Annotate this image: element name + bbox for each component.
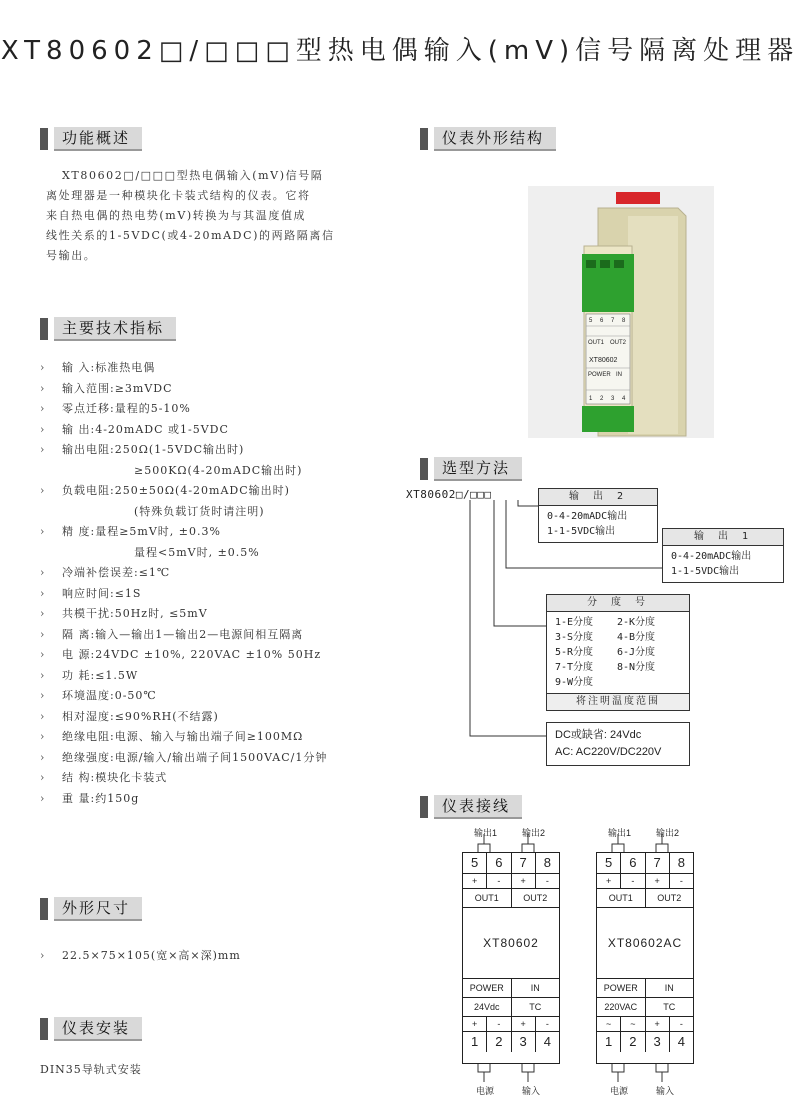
chevron-icon: › bbox=[40, 422, 46, 436]
spec-list bbox=[40, 358, 400, 809]
section-marker bbox=[420, 796, 428, 818]
section-wiring bbox=[420, 796, 522, 818]
power-row-cell: IN bbox=[530, 983, 540, 993]
install-text: DIN35导轨式安装 bbox=[40, 1063, 142, 1076]
chevron-icon: › bbox=[40, 627, 46, 641]
section-install-title: 仪表安装 bbox=[54, 1017, 142, 1041]
chevron-icon: › bbox=[40, 689, 46, 702]
power-row-cell: POWER bbox=[463, 979, 512, 997]
terminal-row-top bbox=[597, 853, 693, 874]
device-term-2: 2 bbox=[600, 396, 604, 402]
section-marker bbox=[40, 898, 48, 920]
spacer bbox=[40, 502, 62, 523]
section-dimensions-title: 外形尺寸 bbox=[54, 897, 142, 921]
supply-row-cell: TC bbox=[529, 1002, 542, 1012]
section-specs-title: 主要技术指标 bbox=[54, 317, 176, 341]
out2-box bbox=[538, 488, 658, 543]
spec-item bbox=[40, 563, 400, 584]
terminal-row-bottom bbox=[463, 1032, 559, 1052]
section-marker bbox=[420, 458, 428, 480]
spec-item bbox=[40, 399, 400, 420]
sign-row-bottom bbox=[463, 1017, 559, 1032]
spec-text: 输 入:标准热电偶 bbox=[62, 361, 156, 374]
out1-box bbox=[662, 528, 784, 583]
spec-text: 零点迁移:量程的5-10% bbox=[62, 402, 191, 415]
wiring-model: XT80602AC bbox=[597, 908, 693, 979]
spec-text: 输出电阻:250Ω(1-5VDC输出时) bbox=[62, 443, 245, 456]
chevron-icon: › bbox=[40, 750, 46, 764]
sign-row-bottom-cell: + bbox=[512, 1017, 536, 1031]
grade-box bbox=[546, 594, 690, 711]
grade-header: 分 度 号 bbox=[547, 595, 689, 612]
wiring-input-label: 电源 bbox=[476, 1086, 495, 1096]
terminal-row-bottom-cell: 2 bbox=[621, 1032, 645, 1052]
spec-item bbox=[40, 502, 400, 523]
spec-item bbox=[40, 768, 400, 789]
spec-item bbox=[40, 584, 400, 605]
spec-text: 重 量:约150g bbox=[62, 791, 140, 805]
device-term-8: 8 bbox=[622, 318, 626, 324]
terminal-row-bottom-cell: 3 bbox=[512, 1032, 536, 1052]
sign-row-top-cell: - bbox=[545, 876, 549, 886]
chevron-icon: › bbox=[40, 566, 46, 579]
section-dimensions bbox=[40, 898, 142, 920]
power-box bbox=[546, 722, 690, 766]
spec-item bbox=[40, 379, 400, 400]
spec-text: 量程<5mV时, ±0.5% bbox=[134, 545, 260, 559]
spec-item bbox=[40, 645, 400, 666]
device-term-1: 1 bbox=[589, 396, 593, 402]
spec-item bbox=[40, 686, 400, 707]
out2-header: 输 出 2 bbox=[539, 489, 657, 506]
sign-row-top-cell: - bbox=[487, 874, 511, 888]
section-structure bbox=[420, 128, 556, 150]
chevron-icon: › bbox=[40, 381, 46, 395]
grade-item: 6-J分度 bbox=[617, 647, 656, 658]
overview-line: XT80602□/□□□型热电偶输入(mV)信号隔 bbox=[62, 169, 324, 182]
grade-item: 3-S分度 bbox=[555, 632, 594, 643]
terminal-row-top-cell: 8 bbox=[677, 855, 685, 870]
terminal-row-top-cell: 7 bbox=[512, 853, 536, 873]
terminal-row-bottom-cell: 2 bbox=[487, 1032, 511, 1052]
device-term-4: 4 bbox=[622, 396, 626, 402]
wiring-output-label: 输出2 bbox=[656, 828, 680, 838]
power-line: AC: AC220V/DC220V bbox=[555, 746, 662, 758]
dimensions-text: 22.5×75×105(宽×高×深)mm bbox=[62, 949, 241, 962]
device-out1: OUT1 bbox=[588, 340, 605, 346]
wiring-module bbox=[596, 852, 694, 1064]
device-out2: OUT2 bbox=[610, 340, 627, 346]
chevron-icon: › bbox=[40, 525, 46, 538]
out1-header: 输 出 1 bbox=[663, 529, 783, 546]
spec-text: 绝缘电阻:电源、输入与输出端子间≥100MΩ bbox=[62, 730, 304, 743]
dimensions-row bbox=[40, 946, 241, 967]
sign-row-bottom-cell: ~ bbox=[597, 1017, 621, 1031]
wiring-model: XT80602 bbox=[463, 908, 559, 979]
sign-row-top-cell: - bbox=[621, 874, 645, 888]
spec-text: 隔 离:输入—输出1—输出2—电源间相互隔离 bbox=[62, 627, 304, 641]
spec-item bbox=[40, 358, 400, 379]
output-row-cell: OUT2 bbox=[657, 893, 682, 903]
spec-item bbox=[40, 481, 400, 502]
sign-row-top bbox=[597, 874, 693, 889]
terminal-row-bottom-cell: 3 bbox=[646, 1032, 670, 1052]
chevron-icon: › bbox=[40, 730, 46, 743]
spec-text: 电 源:24VDC ±10%, 220VAC ±10% 50Hz bbox=[62, 648, 322, 661]
power-row bbox=[463, 979, 559, 998]
spec-text: 环境温度:0-50℃ bbox=[62, 689, 157, 702]
spec-item bbox=[40, 420, 400, 441]
grade-item: 4-B分度 bbox=[617, 632, 656, 643]
device-term-6: 6 bbox=[600, 318, 604, 324]
section-install bbox=[40, 1018, 142, 1040]
spacer bbox=[40, 461, 62, 482]
sign-row-top-cell: - bbox=[679, 876, 683, 886]
sign-row-top-cell: + bbox=[646, 874, 670, 888]
selection-code: XT80602□/□□□ bbox=[406, 488, 492, 501]
supply-row-cell: 24Vdc bbox=[463, 998, 512, 1016]
spec-text: 共模干扰:50Hz时, ≤5mV bbox=[62, 607, 208, 620]
section-selection-title: 选型方法 bbox=[434, 457, 522, 481]
spec-text: 冷端补偿误差:≤1℃ bbox=[62, 566, 171, 579]
sign-row-top bbox=[463, 874, 559, 889]
wiring-input-label: 输入 bbox=[656, 1086, 675, 1096]
spacer bbox=[40, 543, 62, 564]
output-row-cell: OUT2 bbox=[523, 893, 548, 903]
spec-text: 功 耗:≤1.5W bbox=[62, 668, 139, 682]
chevron-icon: › bbox=[40, 484, 46, 497]
overview-line: 来自热电偶的热电势(mV)转换为与其温度值成 bbox=[46, 209, 307, 222]
power-row-cell: POWER bbox=[597, 979, 646, 997]
supply-row bbox=[597, 998, 693, 1017]
supply-row-cell: 220VAC bbox=[597, 998, 646, 1016]
sign-row-bottom-cell: + bbox=[646, 1017, 670, 1031]
section-overview bbox=[40, 128, 142, 150]
section-marker bbox=[40, 1018, 48, 1040]
spec-text: 输 出:4-20mADC 或1-5VDC bbox=[62, 422, 229, 436]
chevron-icon: › bbox=[40, 949, 46, 962]
sign-row-bottom bbox=[597, 1017, 693, 1032]
out2-line: 0-4-20mADC输出 bbox=[547, 511, 628, 522]
wiring-output-label: 输出2 bbox=[522, 828, 546, 838]
sign-row-bottom-cell: ~ bbox=[621, 1017, 645, 1031]
spec-item bbox=[40, 707, 400, 728]
out1-line: 1-1-5VDC输出 bbox=[671, 566, 740, 577]
wiring-output-label: 输出1 bbox=[608, 828, 632, 838]
power-row-cell: IN bbox=[664, 983, 674, 993]
spec-item bbox=[40, 666, 400, 687]
section-selection bbox=[420, 458, 522, 480]
overview-line: 号输出。 bbox=[46, 249, 97, 262]
spec-text: ≥500KΩ(4-20mADC输出时) bbox=[134, 463, 303, 477]
wiring-output-label: 输出1 bbox=[474, 828, 498, 838]
section-marker bbox=[40, 318, 48, 340]
spec-text: 精 度:量程≥5mV时, ±0.3% bbox=[62, 525, 221, 538]
output-row-cell: OUT1 bbox=[597, 889, 646, 907]
spec-item bbox=[40, 789, 400, 810]
supply-row-cell: TC bbox=[663, 1002, 676, 1012]
sign-row-top-cell: + bbox=[512, 874, 536, 888]
sign-row-bottom-cell: + bbox=[463, 1017, 487, 1031]
grade-item: 7-T分度 bbox=[555, 662, 594, 673]
terminal-row-bottom-cell: 4 bbox=[677, 1034, 685, 1049]
spec-item bbox=[40, 522, 400, 543]
out2-line: 1-1-5VDC输出 bbox=[547, 526, 616, 537]
supply-row bbox=[463, 998, 559, 1017]
device-illustration bbox=[528, 186, 714, 438]
output-row bbox=[463, 889, 559, 908]
spec-text: 绝缘强度:电源/输入/输出端子间1500VAC/1分钟 bbox=[62, 750, 328, 764]
device-model: XT80602 bbox=[589, 357, 618, 364]
chevron-icon: › bbox=[40, 361, 46, 374]
sign-row-bottom-cell: - bbox=[679, 1019, 683, 1029]
grade-item: 2-K分度 bbox=[617, 617, 656, 628]
grade-item: 1-E分度 bbox=[555, 617, 594, 628]
spec-item bbox=[40, 440, 400, 461]
overview-line: 离处理器是一种模块化卡装式结构的仪表。它将 bbox=[46, 189, 311, 202]
chevron-icon: › bbox=[40, 668, 46, 682]
terminal-row-top bbox=[463, 853, 559, 874]
sign-row-bottom-cell: - bbox=[545, 1019, 549, 1029]
output-row bbox=[597, 889, 693, 908]
spec-text: 结 构:模块化卡装式 bbox=[62, 771, 168, 784]
grade-item: 8-N分度 bbox=[617, 662, 656, 673]
chevron-icon: › bbox=[40, 402, 46, 415]
terminal-row-bottom-cell: 1 bbox=[463, 1032, 487, 1052]
chevron-icon: › bbox=[40, 607, 46, 620]
terminal-row-bottom-cell: 4 bbox=[543, 1034, 551, 1049]
overview-text bbox=[46, 166, 376, 266]
sign-row-bottom-cell: - bbox=[487, 1017, 511, 1031]
spec-item bbox=[40, 604, 400, 625]
grade-item: 5-R分度 bbox=[555, 647, 594, 658]
device-photo bbox=[528, 186, 714, 438]
spec-text: 输入范围:≥3mVDC bbox=[62, 381, 173, 395]
device-term-5: 5 bbox=[589, 318, 593, 324]
chevron-icon: › bbox=[40, 443, 46, 456]
terminal-row-top-cell: 5 bbox=[463, 853, 487, 873]
sign-row-top-cell: + bbox=[597, 874, 621, 888]
grade-list bbox=[547, 612, 689, 693]
device-term-7: 7 bbox=[611, 318, 615, 324]
wiring-module bbox=[462, 852, 560, 1064]
output-row-cell: OUT1 bbox=[463, 889, 512, 907]
spec-item bbox=[40, 543, 400, 564]
terminal-row-top-cell: 6 bbox=[621, 853, 645, 873]
spec-item bbox=[40, 461, 400, 482]
chevron-icon: › bbox=[40, 648, 46, 661]
device-power: POWER bbox=[588, 372, 611, 378]
terminal-row-bottom-cell: 1 bbox=[597, 1032, 621, 1052]
chevron-icon: › bbox=[40, 771, 46, 784]
chevron-icon: › bbox=[40, 791, 46, 805]
grade-item: 9-W分度 bbox=[555, 677, 594, 688]
section-specs bbox=[40, 318, 176, 340]
power-row bbox=[597, 979, 693, 998]
sign-row-top-cell: + bbox=[463, 874, 487, 888]
spec-item bbox=[40, 625, 400, 646]
wiring-input-label: 输入 bbox=[522, 1086, 541, 1096]
spec-item bbox=[40, 748, 400, 769]
terminal-row-top-cell: 7 bbox=[646, 853, 670, 873]
spec-text: 负载电阻:250±50Ω(4-20mADC输出时) bbox=[62, 484, 290, 497]
wiring-input-label: 电源 bbox=[610, 1086, 629, 1096]
overview-line: 线性关系的1-5VDC(或4-20mADC)的两路隔离信 bbox=[46, 229, 335, 242]
terminal-row-top-cell: 5 bbox=[597, 853, 621, 873]
terminal-row-bottom bbox=[597, 1032, 693, 1052]
section-overview-title: 功能概述 bbox=[54, 127, 142, 151]
spec-text: 响应时间:≤1S bbox=[62, 586, 142, 600]
spec-text: 相对湿度:≤90%RH(不结露) bbox=[62, 709, 219, 723]
spec-text: (特殊负载订货时请注明) bbox=[134, 504, 265, 518]
chevron-icon: › bbox=[40, 709, 46, 723]
terminal-row-top-cell: 6 bbox=[487, 853, 511, 873]
section-structure-title: 仪表外形结构 bbox=[434, 127, 556, 151]
section-marker bbox=[420, 128, 428, 150]
grade-footer: 将注明温度范围 bbox=[547, 693, 689, 710]
section-marker bbox=[40, 128, 48, 150]
device-in: IN bbox=[616, 372, 622, 378]
out1-line: 0-4-20mADC输出 bbox=[671, 551, 752, 562]
power-line: DC或缺省: 24Vdc bbox=[555, 729, 642, 741]
spec-item bbox=[40, 727, 400, 748]
page-title: XT80602□/□□□型热电偶输入(mV)信号隔离处理器 bbox=[0, 36, 800, 66]
device-term-3: 3 bbox=[611, 396, 615, 402]
section-wiring-title: 仪表接线 bbox=[434, 795, 522, 819]
chevron-icon: › bbox=[40, 586, 46, 600]
terminal-row-top-cell: 8 bbox=[543, 855, 551, 870]
